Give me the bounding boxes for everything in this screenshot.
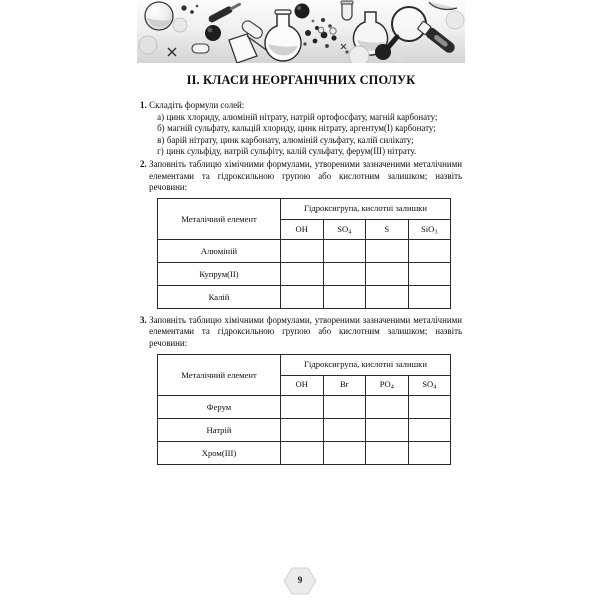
task-1-subitem-g	[149, 146, 462, 158]
table-1-row-label-3: Калій	[158, 285, 281, 308]
table-2-row-label-1: Ферум	[158, 395, 281, 418]
ion-formula: OH	[295, 223, 308, 234]
ion-formula: SO	[337, 223, 349, 234]
table-1-ion-header-2	[323, 219, 366, 239]
table-2-ion-header-4	[408, 375, 451, 395]
subitem-marker: в)	[157, 134, 165, 145]
ion-formula: SiO	[421, 223, 435, 234]
ion-subscript: 4	[433, 383, 437, 391]
answer-cell[interactable]	[408, 418, 451, 441]
answer-cell[interactable]	[323, 262, 366, 285]
table-2-header-row-1	[158, 354, 451, 375]
subitem-marker: б)	[157, 123, 165, 134]
table-2-wrapper	[157, 354, 462, 465]
ion-formula: SO	[422, 379, 434, 390]
table-row	[158, 239, 451, 262]
task-1	[140, 100, 462, 158]
answer-cell[interactable]	[408, 285, 451, 308]
task-2-instruction: Заповніть таблицю хімічними формулами, утвореними зазначеними металічними елементами та гідроксильною групою або кислотним залишком; назвіть речовини:	[149, 158, 462, 193]
ion-subscript: 3	[434, 227, 438, 235]
ion-formula: S	[384, 223, 390, 234]
page-number-badge	[283, 566, 317, 596]
answer-cell[interactable]	[281, 262, 324, 285]
page-title: II. КЛАСИ НЕОРГАНІЧНИХ СПОЛУК	[186, 73, 416, 87]
table-1-header-row-1	[158, 198, 451, 219]
ion-subscript: 4	[390, 383, 394, 391]
answer-cell[interactable]	[408, 262, 451, 285]
answer-cell[interactable]	[323, 441, 366, 464]
table-2	[157, 354, 451, 465]
chemistry-banner-illustration	[137, 0, 465, 63]
answer-cell[interactable]	[366, 239, 409, 262]
table-1-ion-header-3	[366, 219, 409, 239]
task-1-subitems	[149, 112, 462, 158]
answer-cell[interactable]	[366, 441, 409, 464]
subitem-text: цинк хлориду, алюміній нітрату, натрій ортофосфату, магній карбонату;	[166, 111, 438, 122]
table-1-row-label-1: Алюміній	[158, 239, 281, 262]
answer-cell[interactable]	[366, 418, 409, 441]
table-row	[158, 262, 451, 285]
task-1-instruction: Складіть формули солей:	[149, 100, 245, 110]
table-1-ion-header-1	[281, 219, 324, 239]
table-1-wrapper	[157, 198, 462, 309]
subitem-text: цинк сульфіду, натрій сульфіту, калій сульфату, ферум(III) нітрату.	[166, 146, 417, 157]
task-2	[140, 159, 462, 194]
answer-cell[interactable]	[408, 395, 451, 418]
answer-cell[interactable]	[281, 441, 324, 464]
table-2-ion-header-2	[323, 375, 366, 395]
ion-formula: Br	[339, 379, 349, 390]
page-number-container	[0, 566, 600, 601]
table-2-ion-header-1	[281, 375, 324, 395]
table-1-ion-header-4	[408, 219, 451, 239]
table-2-row-label-3: Хром(III)	[158, 441, 281, 464]
answer-cell[interactable]	[323, 395, 366, 418]
answer-cell[interactable]	[366, 285, 409, 308]
ion-subscript: 4	[348, 227, 352, 235]
answer-cell[interactable]	[366, 395, 409, 418]
answer-cell[interactable]	[281, 418, 324, 441]
task-1-subitem-b	[149, 123, 462, 135]
task-3-number: 3.	[140, 314, 147, 325]
answer-cell[interactable]	[323, 239, 366, 262]
task-3-instruction: Заповніть таблицю хімічними формулами, утвореними зазначеними металічними елементами та гідроксильною групою або кислотним залишком; назвіть речовини:	[149, 314, 462, 348]
subitem-marker: а)	[157, 111, 165, 122]
table-1-metal-header: Металічний елемент	[158, 198, 281, 239]
answer-cell[interactable]	[281, 239, 324, 262]
table-row	[158, 441, 451, 464]
task-1-subitem-a	[149, 112, 462, 124]
table-1-group-header: Гідроксигрупа, кислотні залишки	[281, 198, 451, 219]
subitem-text: магній сульфату, кальцій хлориду, цинк нітрату, аргентум(I) карбонату;	[167, 123, 436, 134]
table-2-row-label-2: Натрій	[158, 418, 281, 441]
task-2-number: 2.	[140, 158, 147, 169]
answer-cell[interactable]	[323, 285, 366, 308]
subitem-text: барій нітрату, цинк карбонату, алюміній сульфату, калій силікату;	[166, 134, 414, 145]
task-1-number: 1.	[140, 100, 147, 110]
table-row	[158, 418, 451, 441]
ion-formula: OH	[295, 379, 308, 390]
answer-cell[interactable]	[366, 262, 409, 285]
table-row	[158, 395, 451, 418]
answer-cell[interactable]	[408, 441, 451, 464]
table-2-ion-header-3	[366, 375, 409, 395]
answer-cell[interactable]	[281, 285, 324, 308]
task-1-subitem-v	[149, 135, 462, 147]
task-3	[140, 315, 462, 350]
table-2-group-header: Гідроксигрупа, кислотні залишки	[281, 354, 451, 375]
subitem-marker: г)	[157, 146, 164, 157]
table-row	[158, 285, 451, 308]
table-2-metal-header: Металічний елемент	[158, 354, 281, 395]
table-1-row-label-2: Купрум(II)	[158, 262, 281, 285]
table-1	[157, 198, 451, 309]
page-number-text: 9	[297, 576, 303, 586]
answer-cell[interactable]	[408, 239, 451, 262]
answer-cell[interactable]	[323, 418, 366, 441]
answer-cell[interactable]	[281, 395, 324, 418]
page-content	[140, 100, 462, 471]
ion-formula: PO	[379, 379, 391, 390]
